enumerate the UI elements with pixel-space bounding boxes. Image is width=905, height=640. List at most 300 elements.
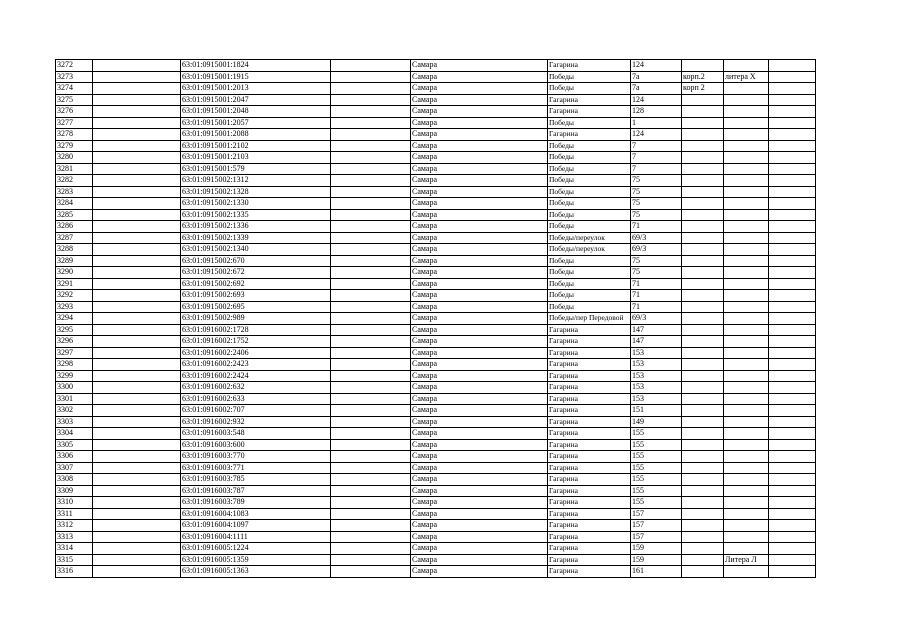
house-number-cell: 155 bbox=[631, 428, 682, 440]
house-number-cell: 153 bbox=[631, 393, 682, 405]
building-cell bbox=[682, 439, 724, 451]
street-cell: Победы bbox=[548, 163, 631, 175]
street-cell: Победы/переулок bbox=[548, 232, 631, 244]
empty-cell bbox=[331, 359, 411, 371]
empty-cell bbox=[331, 71, 411, 83]
street-cell: Победы bbox=[548, 290, 631, 302]
empty-cell bbox=[769, 313, 816, 325]
cadastral-register-table bbox=[55, 59, 816, 578]
empty-cell bbox=[93, 324, 181, 336]
row-number-cell: 3288 bbox=[56, 244, 93, 256]
street-cell: Гагарина bbox=[548, 106, 631, 118]
street-cell: Победы bbox=[548, 255, 631, 267]
empty-cell bbox=[331, 244, 411, 256]
building-cell bbox=[682, 209, 724, 221]
house-number-cell: 75 bbox=[631, 186, 682, 198]
house-number-cell: 155 bbox=[631, 439, 682, 451]
table-row bbox=[56, 393, 816, 405]
house-number-cell: 155 bbox=[631, 485, 682, 497]
house-number-cell: 153 bbox=[631, 382, 682, 394]
building-cell bbox=[682, 117, 724, 129]
empty-cell bbox=[93, 313, 181, 325]
house-number-cell: 155 bbox=[631, 462, 682, 474]
house-number-cell: 69/3 bbox=[631, 244, 682, 256]
cadastral-number-cell: 63:01:0916003:548 bbox=[181, 428, 331, 440]
empty-cell bbox=[331, 347, 411, 359]
litera-cell bbox=[724, 186, 769, 198]
row-number-cell: 3314 bbox=[56, 543, 93, 555]
building-cell bbox=[682, 554, 724, 566]
cadastral-number-cell: 63:01:0916005:1224 bbox=[181, 543, 331, 555]
building-cell bbox=[682, 416, 724, 428]
empty-cell bbox=[331, 474, 411, 486]
city-cell: Самара bbox=[411, 531, 548, 543]
empty-cell bbox=[93, 267, 181, 279]
city-cell: Самара bbox=[411, 244, 548, 256]
street-cell: Гагарина bbox=[548, 370, 631, 382]
building-cell bbox=[682, 405, 724, 417]
row-number-cell: 3281 bbox=[56, 163, 93, 175]
house-number-cell: 75 bbox=[631, 209, 682, 221]
empty-cell bbox=[769, 370, 816, 382]
city-cell: Самара bbox=[411, 83, 548, 95]
house-number-cell: 71 bbox=[631, 278, 682, 290]
city-cell: Самара bbox=[411, 474, 548, 486]
city-cell: Самара bbox=[411, 485, 548, 497]
row-number-cell: 3299 bbox=[56, 370, 93, 382]
litera-cell bbox=[724, 370, 769, 382]
litera-cell bbox=[724, 566, 769, 578]
empty-cell bbox=[93, 531, 181, 543]
row-number-cell: 3284 bbox=[56, 198, 93, 210]
street-cell: Победы bbox=[548, 71, 631, 83]
table-row bbox=[56, 129, 816, 141]
empty-cell bbox=[93, 428, 181, 440]
litera-cell bbox=[724, 290, 769, 302]
city-cell: Самара bbox=[411, 255, 548, 267]
table-row bbox=[56, 232, 816, 244]
row-number-cell: 3312 bbox=[56, 520, 93, 532]
litera-cell bbox=[724, 439, 769, 451]
building-cell bbox=[682, 382, 724, 394]
table-row bbox=[56, 566, 816, 578]
cadastral-number-cell: 63:01:0915002:1336 bbox=[181, 221, 331, 233]
table-row bbox=[56, 347, 816, 359]
building-cell bbox=[682, 347, 724, 359]
street-cell: Гагарина bbox=[548, 520, 631, 532]
building-cell bbox=[682, 221, 724, 233]
city-cell: Самара bbox=[411, 106, 548, 118]
empty-cell bbox=[769, 83, 816, 95]
empty-cell bbox=[769, 439, 816, 451]
row-number-cell: 3280 bbox=[56, 152, 93, 164]
house-number-cell: 153 bbox=[631, 370, 682, 382]
empty-cell bbox=[769, 198, 816, 210]
house-number-cell: 147 bbox=[631, 336, 682, 348]
building-cell bbox=[682, 244, 724, 256]
row-number-cell: 3305 bbox=[56, 439, 93, 451]
empty-cell bbox=[769, 520, 816, 532]
city-cell: Самара bbox=[411, 554, 548, 566]
litera-cell bbox=[724, 129, 769, 141]
cadastral-number-cell: 63:01:0916002:1752 bbox=[181, 336, 331, 348]
empty-cell bbox=[331, 163, 411, 175]
empty-cell bbox=[331, 416, 411, 428]
city-cell: Самара bbox=[411, 566, 548, 578]
street-cell: Победы bbox=[548, 278, 631, 290]
litera-cell: литера Х bbox=[724, 71, 769, 83]
empty-cell bbox=[331, 428, 411, 440]
cadastral-number-cell: 63:01:0915002:1328 bbox=[181, 186, 331, 198]
empty-cell bbox=[93, 175, 181, 187]
empty-cell bbox=[93, 497, 181, 509]
empty-cell bbox=[769, 497, 816, 509]
table-row bbox=[56, 497, 816, 509]
building-cell bbox=[682, 129, 724, 141]
empty-cell bbox=[93, 129, 181, 141]
empty-cell bbox=[93, 359, 181, 371]
empty-cell bbox=[769, 428, 816, 440]
house-number-cell: 71 bbox=[631, 221, 682, 233]
empty-cell bbox=[769, 232, 816, 244]
table-row bbox=[56, 83, 816, 95]
city-cell: Самара bbox=[411, 336, 548, 348]
cadastral-number-cell: 63:01:0916002:2406 bbox=[181, 347, 331, 359]
house-number-cell: 155 bbox=[631, 451, 682, 463]
cadastral-number-cell: 63:01:0915002:1340 bbox=[181, 244, 331, 256]
empty-cell bbox=[93, 382, 181, 394]
cadastral-number-cell: 63:01:0915002:693 bbox=[181, 290, 331, 302]
city-cell: Самара bbox=[411, 451, 548, 463]
house-number-cell: 75 bbox=[631, 267, 682, 279]
table-row bbox=[56, 382, 816, 394]
empty-cell bbox=[331, 278, 411, 290]
building-cell bbox=[682, 393, 724, 405]
building-cell bbox=[682, 232, 724, 244]
house-number-cell: 75 bbox=[631, 198, 682, 210]
empty-cell bbox=[769, 405, 816, 417]
empty-cell bbox=[769, 393, 816, 405]
empty-cell bbox=[93, 244, 181, 256]
table-row bbox=[56, 60, 816, 72]
litera-cell bbox=[724, 416, 769, 428]
city-cell: Самара bbox=[411, 462, 548, 474]
building-cell bbox=[682, 313, 724, 325]
litera-cell bbox=[724, 474, 769, 486]
empty-cell bbox=[769, 106, 816, 118]
empty-cell bbox=[93, 290, 181, 302]
litera-cell bbox=[724, 209, 769, 221]
table-row bbox=[56, 554, 816, 566]
city-cell: Самара bbox=[411, 232, 548, 244]
litera-cell bbox=[724, 347, 769, 359]
litera-cell bbox=[724, 508, 769, 520]
table-row bbox=[56, 462, 816, 474]
city-cell: Самара bbox=[411, 393, 548, 405]
table-row bbox=[56, 370, 816, 382]
empty-cell bbox=[93, 566, 181, 578]
cadastral-number-cell: 63:01:0915001:2102 bbox=[181, 140, 331, 152]
city-cell: Самара bbox=[411, 152, 548, 164]
city-cell: Самара bbox=[411, 543, 548, 555]
empty-cell bbox=[331, 140, 411, 152]
building-cell bbox=[682, 451, 724, 463]
street-cell: Гагарина bbox=[548, 324, 631, 336]
building-cell bbox=[682, 462, 724, 474]
litera-cell bbox=[724, 451, 769, 463]
row-number-cell: 3293 bbox=[56, 301, 93, 313]
building-cell bbox=[682, 290, 724, 302]
row-number-cell: 3275 bbox=[56, 94, 93, 106]
city-cell: Самара bbox=[411, 278, 548, 290]
street-cell: Гагарина bbox=[548, 508, 631, 520]
building-cell bbox=[682, 152, 724, 164]
empty-cell bbox=[93, 520, 181, 532]
litera-cell bbox=[724, 497, 769, 509]
empty-cell bbox=[769, 474, 816, 486]
street-cell: Победы bbox=[548, 117, 631, 129]
table-row bbox=[56, 117, 816, 129]
empty-cell bbox=[331, 267, 411, 279]
empty-cell bbox=[93, 508, 181, 520]
house-number-cell: 124 bbox=[631, 129, 682, 141]
house-number-cell: 149 bbox=[631, 416, 682, 428]
empty-cell bbox=[331, 543, 411, 555]
empty-cell bbox=[331, 301, 411, 313]
house-number-cell: 159 bbox=[631, 543, 682, 555]
house-number-cell: 75 bbox=[631, 255, 682, 267]
empty-cell bbox=[331, 520, 411, 532]
cadastral-number-cell: 63:01:0916002:633 bbox=[181, 393, 331, 405]
city-cell: Самара bbox=[411, 359, 548, 371]
table-row bbox=[56, 140, 816, 152]
empty-cell bbox=[331, 439, 411, 451]
city-cell: Самара bbox=[411, 163, 548, 175]
cadastral-number-cell: 63:01:0915001:2088 bbox=[181, 129, 331, 141]
litera-cell bbox=[724, 382, 769, 394]
litera-cell: Литера Л bbox=[724, 554, 769, 566]
cadastral-number-cell: 63:01:0916003:787 bbox=[181, 485, 331, 497]
row-number-cell: 3287 bbox=[56, 232, 93, 244]
empty-cell bbox=[769, 152, 816, 164]
city-cell: Самара bbox=[411, 129, 548, 141]
table-row bbox=[56, 175, 816, 187]
city-cell: Самара bbox=[411, 71, 548, 83]
building-cell bbox=[682, 106, 724, 118]
cadastral-number-cell: 63:01:0916003:785 bbox=[181, 474, 331, 486]
building-cell bbox=[682, 94, 724, 106]
cadastral-number-cell: 63:01:0916002:932 bbox=[181, 416, 331, 428]
table-row bbox=[56, 152, 816, 164]
empty-cell bbox=[93, 60, 181, 72]
empty-cell bbox=[331, 198, 411, 210]
empty-cell bbox=[769, 347, 816, 359]
cadastral-number-cell: 63:01:0915002:670 bbox=[181, 255, 331, 267]
empty-cell bbox=[331, 106, 411, 118]
street-cell: Гагарина bbox=[548, 94, 631, 106]
cadastral-number-cell: 63:01:0915001:2047 bbox=[181, 94, 331, 106]
house-number-cell: 75 bbox=[631, 175, 682, 187]
empty-cell bbox=[331, 60, 411, 72]
cadastral-number-cell: 63:01:0916003:770 bbox=[181, 451, 331, 463]
building-cell bbox=[682, 520, 724, 532]
table-row bbox=[56, 209, 816, 221]
table-row bbox=[56, 405, 816, 417]
empty-cell bbox=[93, 336, 181, 348]
empty-cell bbox=[769, 324, 816, 336]
litera-cell bbox=[724, 163, 769, 175]
row-number-cell: 3294 bbox=[56, 313, 93, 325]
empty-cell bbox=[93, 405, 181, 417]
empty-cell bbox=[331, 485, 411, 497]
table-row bbox=[56, 278, 816, 290]
city-cell: Самара bbox=[411, 313, 548, 325]
building-cell: корп.2 bbox=[682, 71, 724, 83]
house-number-cell: 128 bbox=[631, 106, 682, 118]
empty-cell bbox=[331, 186, 411, 198]
table-row bbox=[56, 439, 816, 451]
building-cell bbox=[682, 566, 724, 578]
table-row bbox=[56, 244, 816, 256]
litera-cell bbox=[724, 543, 769, 555]
empty-cell bbox=[331, 209, 411, 221]
street-cell: Гагарина bbox=[548, 497, 631, 509]
empty-cell bbox=[93, 186, 181, 198]
street-cell: Победы bbox=[548, 221, 631, 233]
table-row bbox=[56, 301, 816, 313]
cadastral-number-cell: 63:01:0916003:789 bbox=[181, 497, 331, 509]
empty-cell bbox=[331, 405, 411, 417]
city-cell: Самара bbox=[411, 198, 548, 210]
empty-cell bbox=[331, 313, 411, 325]
table-row bbox=[56, 359, 816, 371]
empty-cell bbox=[331, 566, 411, 578]
litera-cell bbox=[724, 94, 769, 106]
city-cell: Самара bbox=[411, 301, 548, 313]
house-number-cell: 124 bbox=[631, 94, 682, 106]
building-cell bbox=[682, 359, 724, 371]
empty-cell bbox=[93, 117, 181, 129]
litera-cell bbox=[724, 221, 769, 233]
row-number-cell: 3295 bbox=[56, 324, 93, 336]
street-cell: Гагарина bbox=[548, 428, 631, 440]
cadastral-number-cell: 63:01:0915002:1312 bbox=[181, 175, 331, 187]
litera-cell bbox=[724, 106, 769, 118]
table-row bbox=[56, 428, 816, 440]
table-row bbox=[56, 106, 816, 118]
house-number-cell: 7 bbox=[631, 163, 682, 175]
street-cell: Гагарина bbox=[548, 531, 631, 543]
litera-cell bbox=[724, 175, 769, 187]
litera-cell bbox=[724, 301, 769, 313]
litera-cell bbox=[724, 531, 769, 543]
house-number-cell: 71 bbox=[631, 301, 682, 313]
empty-cell bbox=[331, 462, 411, 474]
city-cell: Самара bbox=[411, 439, 548, 451]
litera-cell bbox=[724, 313, 769, 325]
street-cell: Победы/пер Передовой bbox=[548, 313, 631, 325]
building-cell bbox=[682, 301, 724, 313]
building-cell: корп 2 bbox=[682, 83, 724, 95]
table-row bbox=[56, 474, 816, 486]
cadastral-number-cell: 63:01:0915002:672 bbox=[181, 267, 331, 279]
empty-cell bbox=[93, 439, 181, 451]
cadastral-number-cell: 63:01:0915001:2048 bbox=[181, 106, 331, 118]
house-number-cell: 159 bbox=[631, 554, 682, 566]
table-row bbox=[56, 163, 816, 175]
house-number-cell: 157 bbox=[631, 508, 682, 520]
row-number-cell: 3316 bbox=[56, 566, 93, 578]
street-cell: Гагарина bbox=[548, 543, 631, 555]
empty-cell bbox=[769, 336, 816, 348]
litera-cell bbox=[724, 520, 769, 532]
row-number-cell: 3279 bbox=[56, 140, 93, 152]
row-number-cell: 3311 bbox=[56, 508, 93, 520]
empty-cell bbox=[331, 370, 411, 382]
street-cell: Гагарина bbox=[548, 566, 631, 578]
house-number-cell: 7а bbox=[631, 83, 682, 95]
row-number-cell: 3297 bbox=[56, 347, 93, 359]
city-cell: Самара bbox=[411, 175, 548, 187]
litera-cell bbox=[724, 428, 769, 440]
building-cell bbox=[682, 336, 724, 348]
row-number-cell: 3302 bbox=[56, 405, 93, 417]
city-cell: Самара bbox=[411, 117, 548, 129]
empty-cell bbox=[93, 232, 181, 244]
empty-cell bbox=[769, 244, 816, 256]
row-number-cell: 3303 bbox=[56, 416, 93, 428]
empty-cell bbox=[93, 209, 181, 221]
table-row bbox=[56, 416, 816, 428]
city-cell: Самара bbox=[411, 405, 548, 417]
empty-cell bbox=[769, 71, 816, 83]
table-row bbox=[56, 221, 816, 233]
building-cell bbox=[682, 474, 724, 486]
city-cell: Самара bbox=[411, 60, 548, 72]
row-number-cell: 3308 bbox=[56, 474, 93, 486]
city-cell: Самара bbox=[411, 497, 548, 509]
row-number-cell: 3277 bbox=[56, 117, 93, 129]
row-number-cell: 3313 bbox=[56, 531, 93, 543]
row-number-cell: 3298 bbox=[56, 359, 93, 371]
empty-cell bbox=[769, 543, 816, 555]
row-number-cell: 3289 bbox=[56, 255, 93, 267]
house-number-cell: 161 bbox=[631, 566, 682, 578]
city-cell: Самара bbox=[411, 140, 548, 152]
street-cell: Гагарина bbox=[548, 416, 631, 428]
street-cell: Гагарина bbox=[548, 554, 631, 566]
house-number-cell: 153 bbox=[631, 347, 682, 359]
table-row bbox=[56, 451, 816, 463]
cadastral-number-cell: 63:01:0916004:1111 bbox=[181, 531, 331, 543]
cadastral-number-cell: 63:01:0915001:2057 bbox=[181, 117, 331, 129]
empty-cell bbox=[769, 451, 816, 463]
house-number-cell: 7 bbox=[631, 152, 682, 164]
litera-cell bbox=[724, 244, 769, 256]
street-cell: Победы bbox=[548, 301, 631, 313]
building-cell bbox=[682, 175, 724, 187]
empty-cell bbox=[769, 163, 816, 175]
cadastral-number-cell: 63:01:0915001:579 bbox=[181, 163, 331, 175]
city-cell: Самара bbox=[411, 290, 548, 302]
building-cell bbox=[682, 198, 724, 210]
empty-cell bbox=[769, 255, 816, 267]
city-cell: Самара bbox=[411, 370, 548, 382]
house-number-cell: 69/3 bbox=[631, 232, 682, 244]
row-number-cell: 3291 bbox=[56, 278, 93, 290]
building-cell bbox=[682, 428, 724, 440]
empty-cell bbox=[93, 140, 181, 152]
